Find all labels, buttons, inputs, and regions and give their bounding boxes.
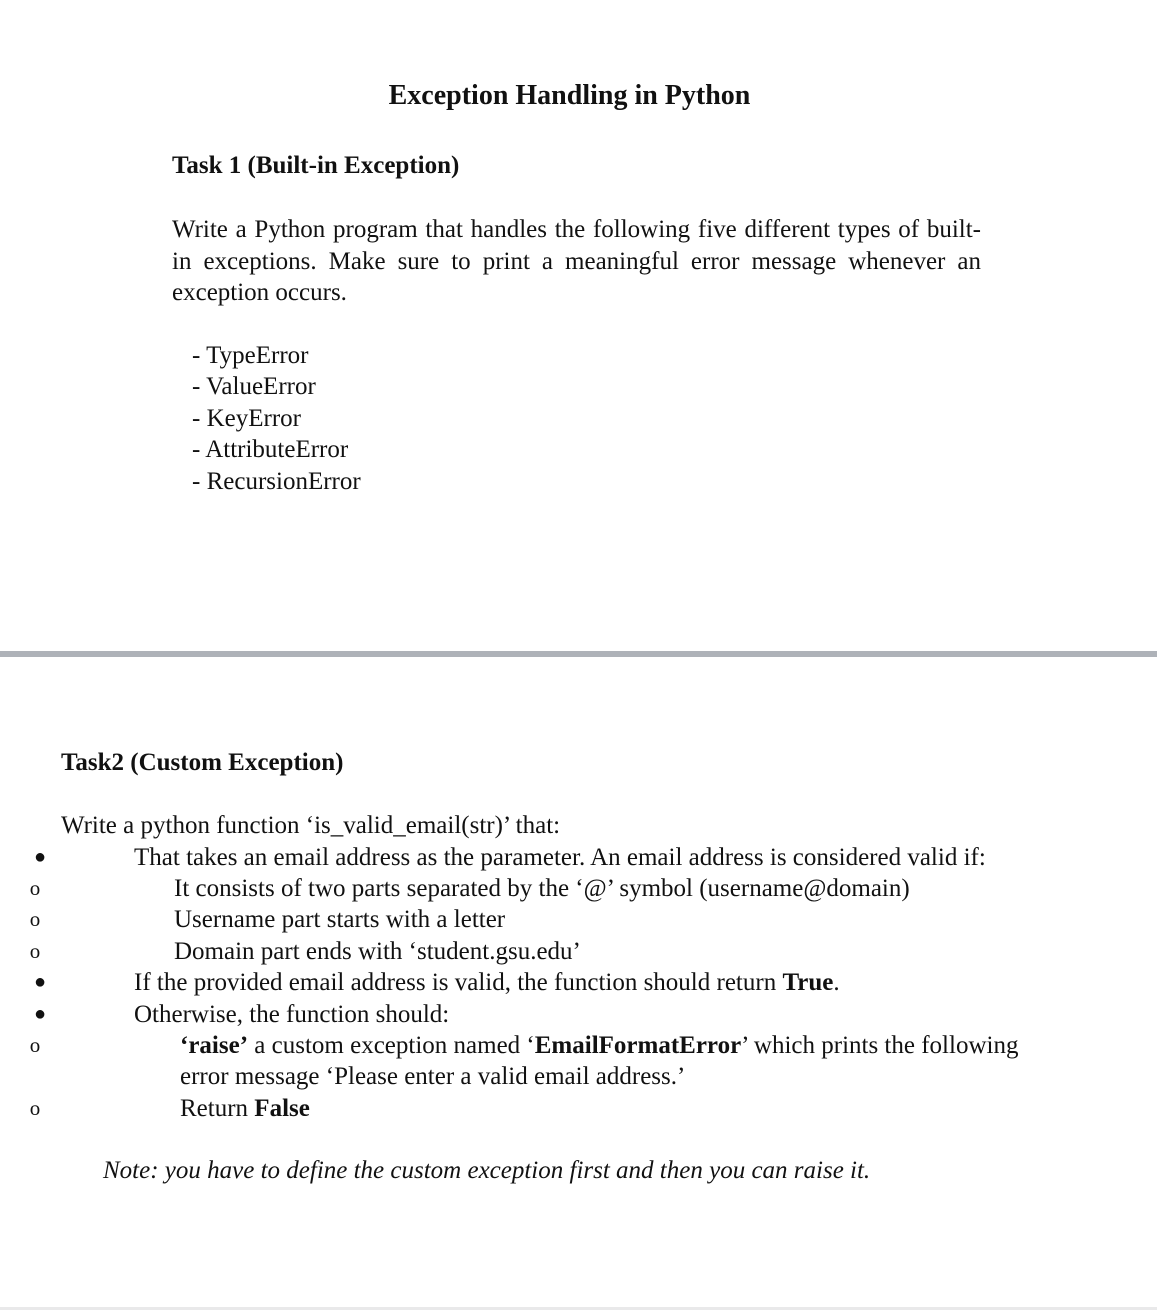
list-item-text: That takes an email address as the parameter. An email address is considered valid if: — [134, 844, 986, 871]
true-keyword: True — [782, 969, 834, 996]
list-item: - RecursionError — [192, 467, 361, 495]
list-item — [0, 1093, 1157, 1124]
list-item: - AttributeError — [192, 436, 349, 464]
list-item — [0, 967, 1157, 998]
exception-name: EmailFormatError — [534, 1032, 742, 1059]
list-item — [0, 1030, 1157, 1061]
list-item-text: error message ‘Please enter a valid email address.’ — [180, 1063, 686, 1090]
circle-bullet-icon: o — [29, 907, 41, 931]
list-item-text: ‘raise’ a custom exception named ‘EmailFormatError’ which prints the following — [180, 1032, 1019, 1059]
task2-note: Note: you have to define the custom exception first and then you can raise it. — [103, 1157, 871, 1184]
list-item — [0, 999, 1157, 1030]
list-item: - TypeError — [192, 342, 309, 369]
list-item-text: If the provided email address is valid, the function should return True. — [134, 969, 840, 996]
page-title: Exception Handling in Python — [388, 80, 751, 111]
bullet-icon: ● — [33, 846, 47, 868]
list-item-text: Domain part ends with ‘student.gsu.edu’ — [174, 938, 581, 965]
task2-intro: Write a python function ‘is_valid_email(str)’ that: — [61, 812, 561, 839]
list-item — [0, 904, 1157, 935]
list-item-text: It consists of two parts separated by the ‘@’ symbol (username@domain) — [174, 875, 910, 902]
list-item-text: Username part starts with a letter — [174, 906, 506, 933]
circle-bullet-icon: o — [29, 939, 41, 963]
list-item-text: Return False — [180, 1095, 310, 1122]
list-item — [0, 842, 1157, 873]
document-page-1 — [0, 0, 1157, 651]
task1-paragraph: Write a Python program that handles the following five different types of built-in exceptions. Make sure to print a meaningful error message whenever an exception occurs. — [172, 216, 981, 306]
list-item — [0, 873, 1157, 904]
bullet-icon: ● — [33, 971, 47, 993]
list-item-text: Otherwise, the function should: — [134, 1001, 450, 1028]
circle-bullet-icon: o — [29, 876, 41, 900]
exception-list — [192, 340, 361, 497]
list-item — [0, 936, 1157, 967]
task2-heading: Task2 (Custom Exception) — [61, 749, 344, 776]
task1-heading: Task 1 (Built-in Exception) — [172, 152, 460, 179]
list-item: - ValueError — [192, 373, 316, 401]
list-item: - KeyError — [192, 404, 301, 432]
circle-bullet-icon: o — [29, 1096, 41, 1120]
false-keyword: False — [254, 1095, 310, 1122]
list-item-continuation — [0, 1061, 1157, 1092]
bullet-icon: ● — [33, 1003, 47, 1025]
raise-keyword: ‘raise’ — [180, 1032, 249, 1059]
circle-bullet-icon: o — [29, 1033, 41, 1057]
